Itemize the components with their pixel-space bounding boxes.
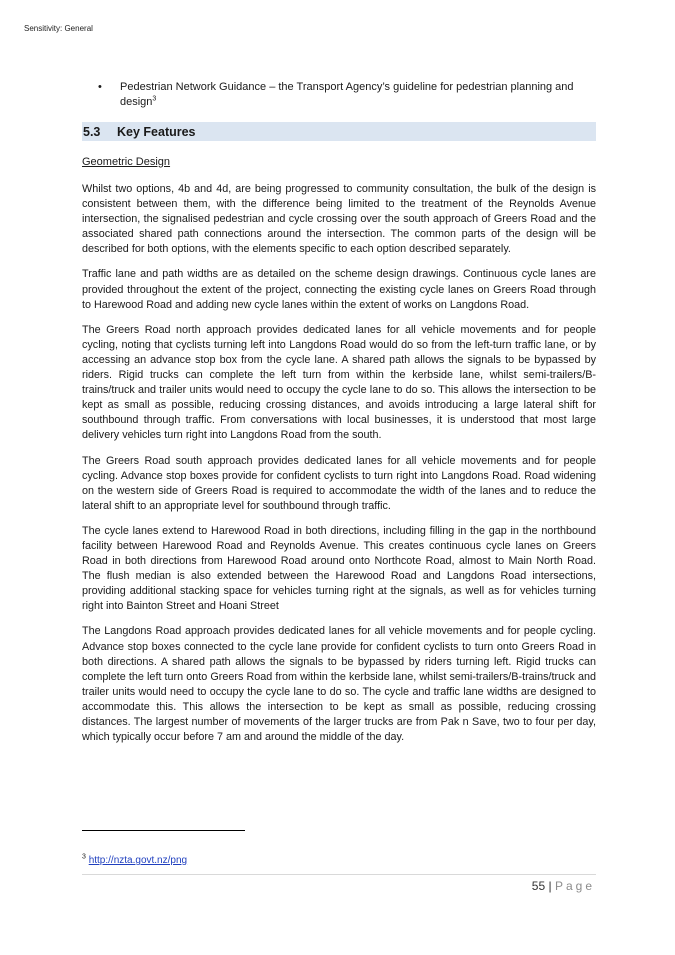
page-word: Page <box>554 879 595 893</box>
paragraph: The Langdons Road approach provides dedicated lanes for all vehicle movements and for people cycling. Advance stop boxes connected to the cycle lane provide for confident cyclists to turn onto Greers Road in both directions. A shared path allows the signals to be bypassed by riders turning left. Rigid trucks can complete the left turn onto Greers Road from within the kerbside lane, whilst semi-trailers/B-trains/truck and trailer units would need to occupy the cycle lane to do so. The cycle and traffic lane widths are designed to accommodate this. This allows the intersection to be kept as small as possible, reducing crossing distances. The largest number of movements of the larger trucks are from Pak n Save, two to four per day, which typically occur before 7 am and around the middle of the day. <box>82 625 596 744</box>
section-number: 5.3 <box>83 124 101 139</box>
page-number <box>532 879 595 893</box>
footnote-link[interactable]: http://nzta.govt.nz/png <box>88 855 188 866</box>
bullet-text: Pedestrian Network Guidance – the Transport Agency’s guideline for pedestrian planning and design <box>120 81 574 108</box>
footnote <box>82 855 187 866</box>
sensitivity-label: Sensitivity: General <box>24 24 93 33</box>
paragraph: Traffic lane and path widths are as detailed on the scheme design drawings. Continuous cycle lanes are provided throughout the extent of the project, connecting the existing cycle lanes on Greers Road through to Harewood Road and adding new cycle lanes within the extent of works on Langdons Road. <box>82 268 596 311</box>
section-heading <box>82 122 596 141</box>
bullet-icon: • <box>98 81 102 93</box>
page-number-value: 55 <box>531 879 546 893</box>
footnote-number: 3 <box>82 853 86 861</box>
bullet-item <box>98 80 596 110</box>
section-title: Key Features <box>117 124 196 139</box>
footnote-ref[interactable]: 3 <box>152 95 157 103</box>
paragraph: The Greers Road north approach provides dedicated lanes for all vehicle movements and for people cycling, noting that cyclists turning left into Langdons Road would do so from the left-turn traffic lane, or by accessing an advance stop box from the cycle lane. A shared path allows the signals to be bypassed by riders. Rigid trucks can complete the left turn from within the kerbside lane, whilst semi-trailers/B-trains/truck and trailer units would need to occupy the cycle lane to do so. This allows the intersection to be kept as small as possible, reducing crossing distances, and avoids introducing a large lateral shift for southbound through traffic. From conversations with local businesses, it is understood that most large delivery vehicles turn right into Langdons Road from the south. <box>82 323 596 442</box>
footnote-divider <box>82 830 245 831</box>
subheading: Geometric Design <box>82 156 171 168</box>
page-separator: | <box>548 879 552 893</box>
paragraph: The Greers Road south approach provides dedicated lanes for all vehicle movements and for people cycling. Advance stop boxes provide for confident cyclists to turn right into Langdons Road. Road widening on the western side of Greers Road is required to accommodate the width of the lanes and to reduce the lateral shift to an appropriate level for southbound through traffic. <box>82 454 596 512</box>
footer-divider <box>82 874 596 875</box>
paragraph: The cycle lanes extend to Harewood Road in both directions, including filling in the gap in the northbound facility between Harewood Road and Reynolds Avenue. This creates continuous cycle lanes on Greers Road in both directions from Harewood Road around onto Northcote Road, almost to Main North Road. The flush median is also extended between the Harewood Road and Langdons Road intersections, providing additional stacking space for vehicles turning right at the signals, as well as for vehicles turning right into Bainton Street and Hoani Street <box>82 524 596 613</box>
document-body <box>82 80 596 745</box>
paragraph: Whilst two options, 4b and 4d, are being progressed to community consultation, the bulk of the design is consistent between them, with the difference being limited to the treatment of the Reynolds Avenue intersection, the signalised pedestrian and cycle crossing over the south approach of Greers Road and the associated shared path connections around the intersection. The common parts of the design will be described for both options, with the elements specific to each option described separately. <box>82 183 596 256</box>
